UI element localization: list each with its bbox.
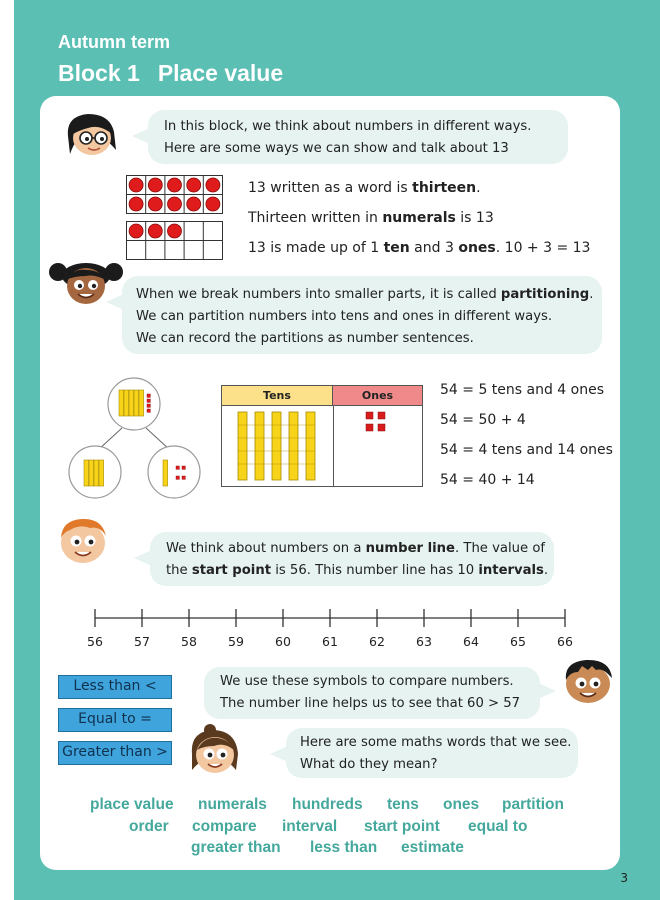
thirteen-numerals-line: Thirteen written in numerals is 13 (248, 210, 494, 226)
vocab-equal-to: equal to (468, 818, 528, 835)
speech-bubble-number-line (150, 532, 554, 586)
vocab-partition: partition (502, 796, 564, 813)
vocab-start-point: start point (364, 818, 440, 835)
part-whole-model (66, 376, 202, 504)
symbols-line-2: The number line helps us to see that 60 > 57 (220, 696, 521, 711)
number-line-label: 57 (134, 634, 150, 649)
ten-frames-thirteen (126, 175, 224, 261)
boy-ginger-character-icon (54, 514, 112, 566)
vocab-place-value: place value (90, 796, 174, 813)
symbols-line-1: We use these symbols to compare numbers. (220, 674, 514, 689)
block-number: Block 1 (58, 60, 140, 86)
sentence-3: 54 = 4 tens and 14 ones (440, 442, 613, 458)
speech-bubble-maths-words (286, 728, 578, 778)
less-than-label: Less than < (58, 675, 172, 699)
partitioning-line-2: We can partition numbers into tens and ones in different ways. (136, 309, 553, 324)
speech-bubble-symbols (204, 667, 540, 719)
maths-words-line-2: What do they mean? (300, 757, 438, 772)
vocab-numerals: numerals (198, 796, 267, 813)
block-heading (58, 60, 283, 87)
number-line-label: 58 (181, 634, 197, 649)
boy-dark-hair-character-icon (560, 656, 616, 706)
vocab-greater-than: greater than (191, 839, 281, 856)
sentence-1: 54 = 5 tens and 4 ones (440, 382, 605, 398)
girl-brown-hair-character-icon (184, 724, 244, 780)
speech-bubble-partitioning (122, 276, 602, 354)
intro-line-1: In this block, we think about numbers in different ways. (164, 119, 532, 134)
vocab-order: order (129, 818, 169, 835)
vocab-compare: compare (192, 818, 257, 835)
tens-header: Tens (222, 386, 333, 406)
number-line-label: 61 (322, 634, 338, 649)
vocab-hundreds: hundreds (292, 796, 363, 813)
place-value-blocks (222, 406, 422, 486)
number-line (80, 606, 580, 630)
vocab-tens: tens (387, 796, 419, 813)
equal-to-label: Equal to = (58, 708, 172, 732)
number-line-label: 56 (87, 634, 103, 649)
page-number: 3 (620, 871, 628, 885)
vocab-estimate: estimate (401, 839, 464, 856)
number-line-line-2: the start point is 56. This number line has 10 intervals. (166, 563, 549, 578)
maths-words-line-1: Here are some maths words that we see. (300, 735, 572, 750)
number-line-label: 59 (228, 634, 244, 649)
girl-glasses-character-icon (60, 110, 122, 160)
number-line-line-1: We think about numbers on a number line. The value of (166, 541, 546, 556)
greater-than-label: Greater than > (58, 741, 172, 765)
thirteen-word-line: 13 written as a word is thirteen. (248, 180, 481, 196)
term-label: Autumn term (58, 32, 170, 52)
sentence-4: 54 = 40 + 14 (440, 472, 535, 488)
number-line-label: 60 (275, 634, 291, 649)
vocab-interval: interval (282, 818, 338, 835)
vocab-ones: ones (443, 796, 480, 813)
number-line-label: 62 (369, 634, 385, 649)
ones-header: Ones (333, 386, 422, 406)
partitioning-line-1: When we break numbers into smaller parts, it is called partitioning. (136, 287, 594, 302)
block-title: Place value (157, 60, 284, 86)
thirteen-partition-line: 13 is made up of 1 ten and 3 ones. 10 + 3 = 13 (248, 240, 591, 256)
place-value-chart (221, 385, 423, 487)
partitioning-line-3: We can record the partitions as number sentences. (136, 331, 474, 346)
speech-bubble-intro (148, 110, 568, 164)
number-line-label: 64 (463, 634, 479, 649)
sentence-2: 54 = 50 + 4 (440, 412, 526, 428)
number-line-label: 65 (510, 634, 526, 649)
intro-line-2: Here are some ways we can show and talk about 13 (164, 141, 509, 156)
number-line-label: 66 (557, 634, 573, 649)
number-line-label: 63 (416, 634, 432, 649)
vocab-less-than: less than (310, 839, 378, 856)
